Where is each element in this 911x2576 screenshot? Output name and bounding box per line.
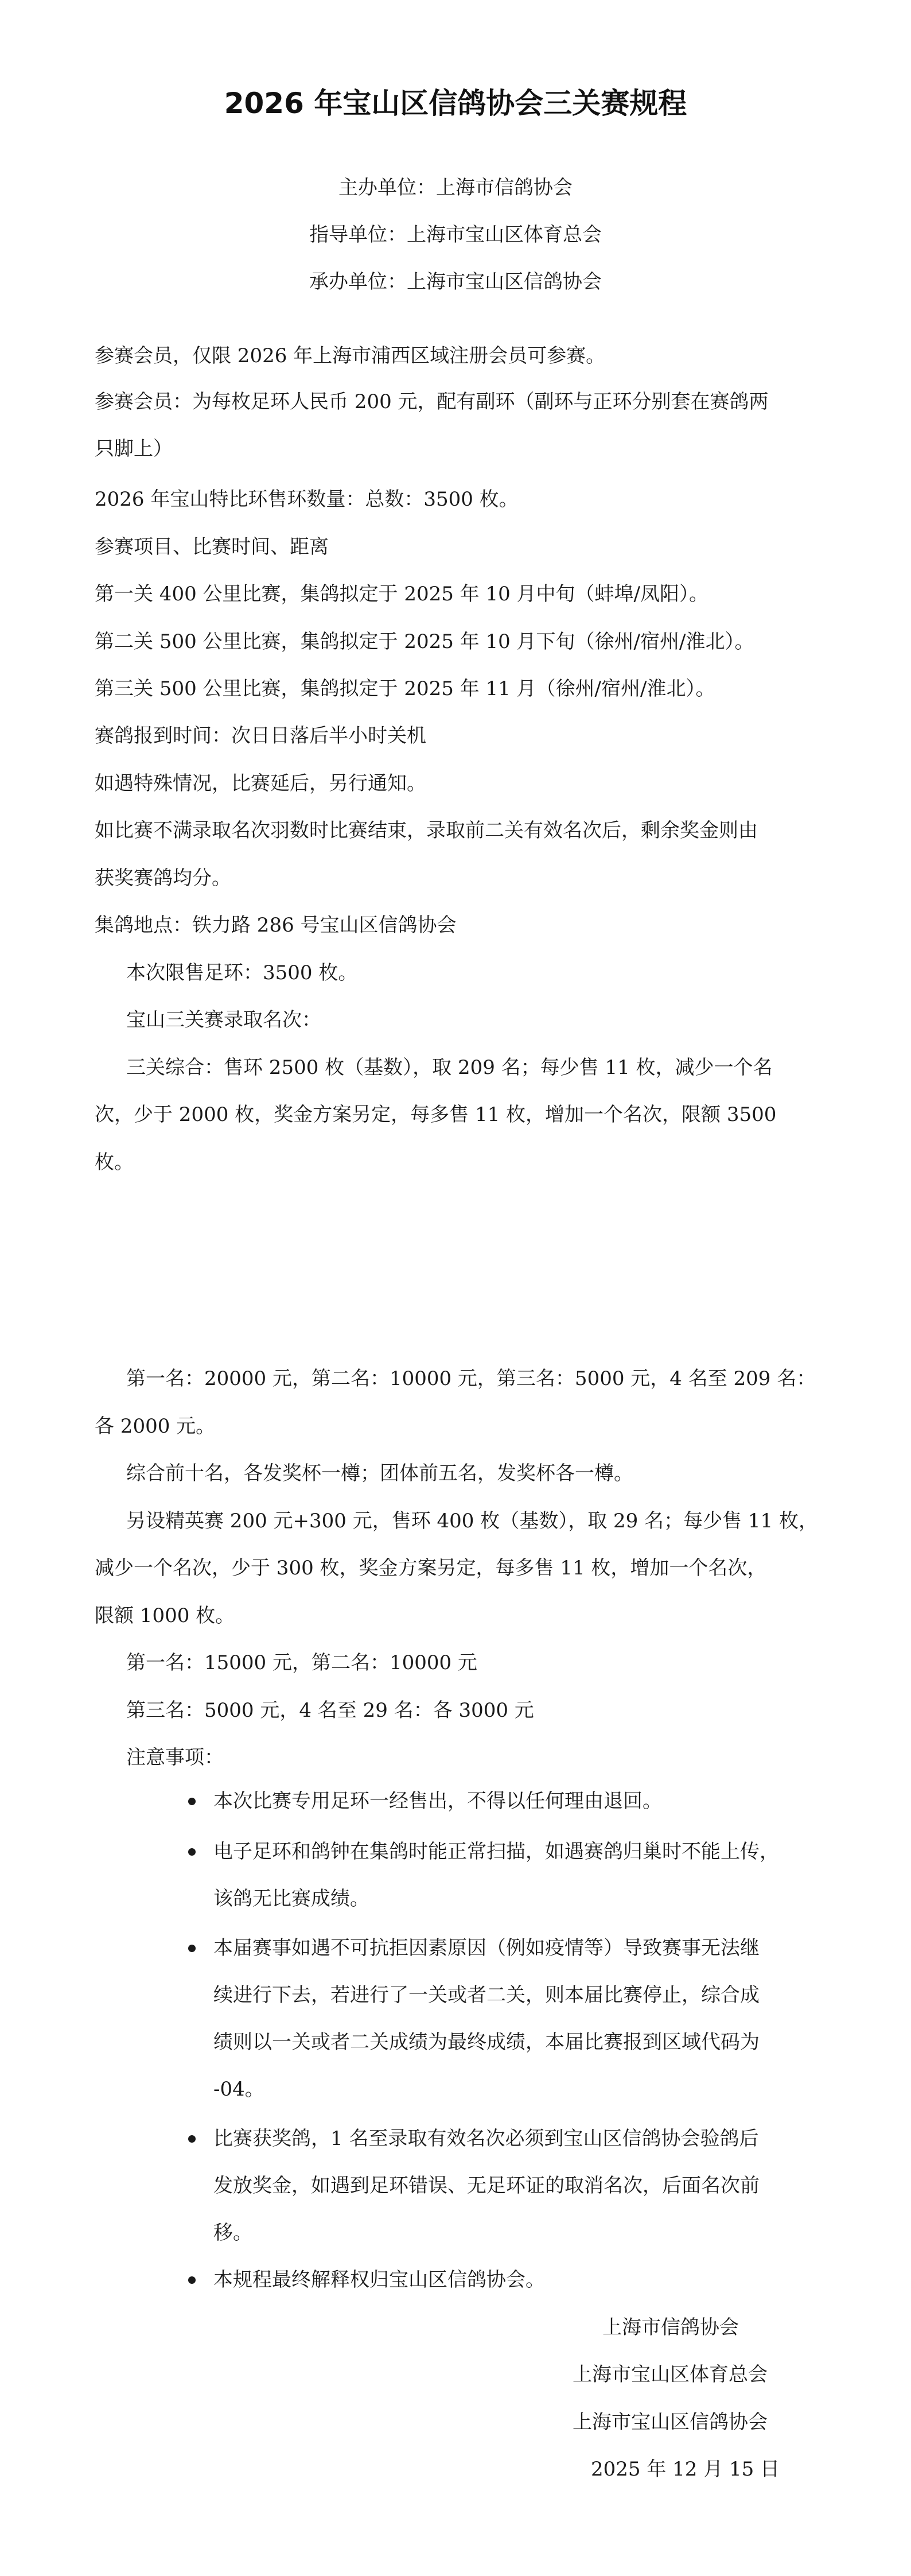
organizer-undertaker: 承办单位：上海市宝山区信鸽协会 <box>309 270 602 293</box>
body-line: 只脚上） <box>95 437 173 460</box>
prize-line: 另设精英赛 200 元+300 元，售环 400 枚（基数），取 29 名；每少售 11 枚， <box>126 1510 818 1533</box>
body-line: 第一关 400 公里比赛，集鸽拟定于 2025 年 10 月中旬（蚌埠/凤阳）。 <box>95 583 708 606</box>
note-line: 绩则以一关或者二关成绩为最终成绩，本届比赛报到区域代码为 <box>213 2031 760 2054</box>
body-line: 第三关 500 公里比赛，集鸽拟定于 2025 年 11 月（徐州/宿州/淮北）。 <box>95 677 715 700</box>
body-line: 集鸽地点：铁力路 286 号宝山区信鸽协会 <box>95 914 457 937</box>
prize-line: 第一名：15000 元，第二名：10000 元 <box>126 1651 477 1674</box>
note-line: 本规程最终解释权归宝山区信鸽协会。 <box>213 2268 545 2291</box>
body-line: 参赛项目、比赛时间、距离 <box>95 536 329 558</box>
bullet-icon <box>188 1945 196 1952</box>
body-line: 参赛会员，仅限 2026 年上海市浦西区域注册会员可参赛。 <box>95 344 606 367</box>
body-line: 本次限售足环：3500 枚。 <box>126 961 358 984</box>
bullet-icon <box>188 2276 196 2284</box>
body-line: 赛鸽报到时间：次日日落后半小时关机 <box>95 724 426 747</box>
signature-date: 2025 年 12 月 15 日 <box>591 2458 780 2481</box>
note-line: 续进行下去，若进行了一关或者二关，则本届比赛停止，综合成 <box>213 1984 760 2007</box>
note-line: 本届赛事如遇不可抗拒因素原因（例如疫情等）导致赛事无法继 <box>213 1937 760 1960</box>
body-line: 获奖赛鸽均分。 <box>95 867 231 890</box>
organizer-host: 主办单位：上海市信鸽协会 <box>338 176 573 199</box>
prize-line: 注意事项： <box>126 1746 224 1769</box>
prize-line: 减少一个名次，少于 300 枚，奖金方案另定，每多售 11 枚，增加一个名次， <box>95 1557 767 1580</box>
bullet-icon <box>188 2135 196 2143</box>
note-line: 本次比赛专用足环一经售出，不得以任何理由退回。 <box>213 1790 662 1813</box>
bullet-icon <box>188 1848 196 1856</box>
body-line: 三关综合：售环 2500 枚（基数），取 209 名；每少售 11 枚，减少一个名 <box>126 1056 773 1079</box>
bullet-icon <box>188 1798 196 1805</box>
prize-line: 第三名：5000 元，4 名至 29 名：各 3000 元 <box>126 1699 534 1722</box>
prize-line: 第一名：20000 元，第二名：10000 元，第三名：5000 元，4 名至 209 名： <box>126 1367 816 1390</box>
prize-line: 综合前十名，各发奖杯一樽；团体前五名，发奖杯各一樽。 <box>126 1462 633 1485</box>
note-line: -04。 <box>213 2078 264 2101</box>
signature-line: 上海市信鸽协会 <box>602 2316 739 2339</box>
body-line: 第二关 500 公里比赛，集鸽拟定于 2025 年 10 月下旬（徐州/宿州/淮北）。 <box>95 630 754 653</box>
body-line: 次，少于 2000 枚，奖金方案另定，每多售 11 枚，增加一个名次，限额 3500 <box>95 1103 777 1126</box>
prize-line: 限额 1000 枚。 <box>95 1604 235 1627</box>
note-line: 该鸽无比赛成绩。 <box>213 1887 369 1910</box>
body-line: 如比赛不满录取名次羽数时比赛结束，录取前二关有效名次后，剩余奖金则由 <box>95 819 758 842</box>
body-line: 参赛会员：为每枚足环人民币 200 元，配有副环（副环与正环分别套在赛鸽两 <box>95 390 769 413</box>
signature-line: 上海市宝山区体育总会 <box>573 2363 768 2386</box>
note-line: 移。 <box>213 2221 252 2244</box>
body-line: 宝山三关赛录取名次： <box>126 1008 321 1031</box>
note-line: 比赛获奖鸽，1 名至录取有效名次必须到宝山区信鸽协会验鸽后 <box>213 2127 759 2150</box>
body-line: 2026 年宝山特比环售环数量：总数：3500 枚。 <box>95 488 519 511</box>
document-title: 2026 年宝山区信鸽协会三关赛规程 <box>224 87 687 120</box>
organizer-guide: 指导单位：上海市宝山区体育总会 <box>309 223 602 246</box>
body-line: 如遇特殊情况，比赛延后，另行通知。 <box>95 772 426 795</box>
prize-line: 各 2000 元。 <box>95 1415 216 1438</box>
signature-line: 上海市宝山区信鸽协会 <box>573 2411 768 2434</box>
note-line: 电子足环和鸽钟在集鸽时能正常扫描，如遇赛鸽归巢时不能上传， <box>213 1840 779 1863</box>
note-line: 发放奖金，如遇到足环错误、无足环证的取消名次，后面名次前 <box>213 2174 760 2197</box>
body-line: 枚。 <box>95 1151 134 1174</box>
